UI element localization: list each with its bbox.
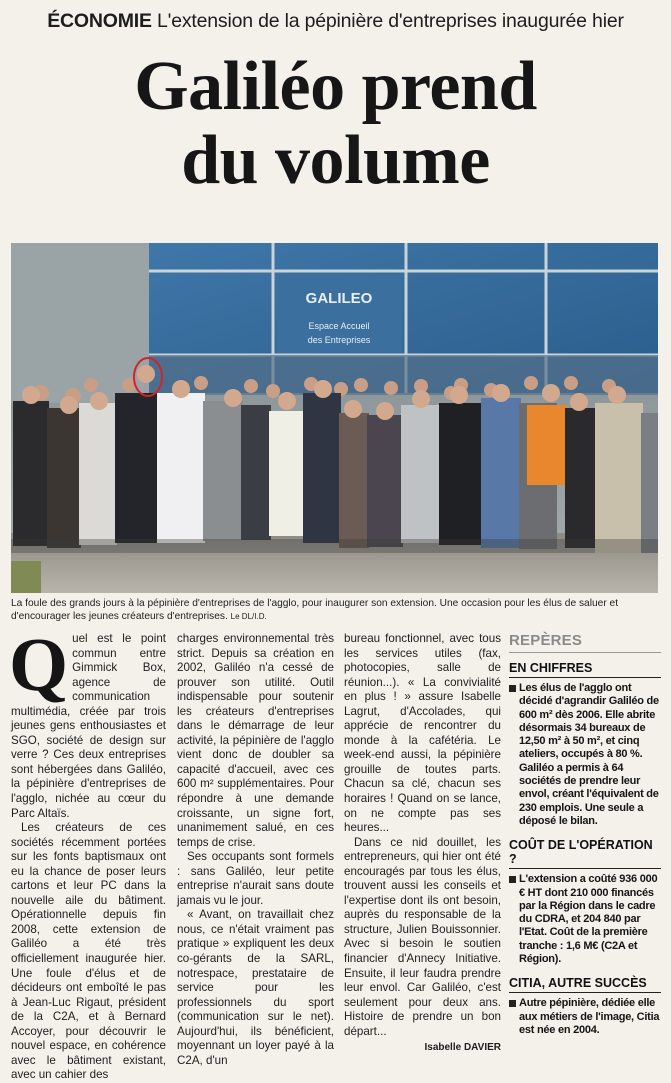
reperes-sidebar <box>509 632 661 1047</box>
headline-line-1: Galiléo prend <box>134 48 537 125</box>
sidebar-text: L'extension a coûté 936 000 € HT dont 210 000 financés par la Région dans le cadre du CDRA, et 204 840 par l'Etat. Coût de la première tranche : 1,6 M€ (C2A et Région). <box>519 873 658 966</box>
paragraph-text: uel est le point commun entre Gimmick Box, agence de communication multimédia, créée par trois jeunes gens enthousiastes et SGO, société de design sur verre ? Ces deux entreprises sont hébergées dans Galiléo, la pépinière d'entreprises de l'agglo, nichée au cœur du Parc Altaïs. <box>11 632 166 820</box>
rubric-label: ÉCONOMIE <box>47 10 152 32</box>
square-bullet-icon <box>509 876 516 883</box>
article-column-3 <box>344 632 501 1056</box>
sidebar-text-chiffres <box>509 682 661 828</box>
article-paragraph: « Avant, on travaillait chez nous, ce n'était vraiment pas pratique » expliquent les deux co-gérants de la SARL, notrespace, prestataire de service pour les professionnels du sport (communication sur le net). Aujourd'hui, ils bénéficient, moyennant un loyer payé à la C2A, d'un <box>177 908 334 1067</box>
square-bullet-icon <box>509 1000 516 1007</box>
sidebar-text: Les élus de l'agglo ont décidé d'agrandir Galiléo de 600 m² dès 2006. Elle abrite désormais 34 bureaux de 12,50 m² à 50 m², et cinq ateliers, occupés à 80 %. Galiléo a permis à 64 sociétés de prendre leur envol, créant l'équivalent de 230 emplois. Une seule a déposé le bilan. <box>519 682 659 827</box>
sidebar-text-cout <box>509 873 661 966</box>
group-photo <box>11 243 658 593</box>
sidebar-text: Autre pépinière, dédiée elle aux métiers de l'image, Citia est née en 2004. <box>519 997 660 1036</box>
article-paragraph: charges environnemental très strict. Depuis sa création en 2002, Galiléo n'a cessé de prouver son utilité. Outil indispensable pour soutenir les créateurs d'entreprises dans le démarrage de leur activité, la pépinière de l'agglo vient donc de doubler sa capacité d'accueil, avec ces 600 m² supplémentaires. Pour répondre à une demande croissante, un signe fort, unanimement salué, en ces temps de crise. <box>177 632 334 849</box>
kicker-text: L'extension de la pépinière d'entreprises inaugurée hier <box>157 10 624 32</box>
photo-credit: Le DL/I.D. <box>230 612 267 621</box>
sidebar-heading-cout: COÛT DE L'OPÉRATION ? <box>509 838 661 869</box>
article-column-1 <box>9 623 166 1083</box>
sign-title: GALILEO <box>305 290 373 307</box>
sign-line-2: des Entreprises <box>307 335 371 345</box>
sign-line-1: Espace Accueil <box>308 321 370 331</box>
article-paragraph: bureau fonctionnel, avec tous les services utiles (fax, photocopies, salle de réunion...). « La convivialité en plus ! » assure Isabelle Lagrut, d'Accolades, qui apprécie de rencontrer du monde à la cafétéria. Le week-end aussi, la pépinière grouille de toutes parts. Chacun sa clé, chacun ses horaires ! Quand on se lance, on ne compte pas ses heures... <box>344 632 501 835</box>
sidebar-heading-chiffres: EN CHIFFRES <box>509 661 661 678</box>
article-column-2 <box>177 632 334 1068</box>
article-paragraph: Les créateurs de ces sociétés récemment portées sur les fonts baptismaux ont eu la chance de poser leurs cartons et leur PC dans la nouvelle aile du bâtiment. Opérationnelle depuis fin 2008, cette extension de Galiléo a été très officiellement inaugurée hier. Une foule d'élus et de décideurs ont emboîté le pas à Jean-Luc Rigaut, président de la C2A, et à Bernard Accoyer, pour découvrir le nouvel espace, en cohérence avec le bâtiment existant, avec un cahier des <box>11 821 166 1082</box>
sidebar-heading-citia: CITIA, AUTRE SUCCÈS <box>509 976 661 993</box>
headline-line-2: du volume <box>181 122 490 199</box>
article-paragraph: Dans ce nid douillet, les entrepreneurs, qui hier ont été encouragés par tous les élus, trouvent aussi les conseils et l'expertise dont ils ont besoin, auprès du responsable de la structure, Julien Bouissonnier. Avec si besoin le soutien financier d'Annecy Initiative. Ensuite, il leur faudra prendre leur envol. Car Galiléo, c'est seulement pour deux ans. Histoire de prendre un bon départ... <box>344 835 501 1038</box>
sidebar-text-citia <box>509 997 661 1037</box>
headline <box>0 50 671 198</box>
photo-caption <box>11 597 661 623</box>
kicker <box>0 10 671 33</box>
sidebar-title: REPÈRES <box>509 632 661 653</box>
article-paragraph <box>9 623 166 821</box>
caption-text: La foule des grands jours à la pépinière d'entreprises de l'agglo, pour inaugurer son extension. Une occasion pour les élus de saluer et d'encourager les jeunes créateurs d'entreprises. <box>11 598 619 622</box>
article-paragraph: Ses occupants sont formels : sans Galiléo, leur petite entreprise n'aurait sans doute jamais vu le jour. <box>177 850 334 907</box>
author-signature: Isabelle DAVIER <box>424 1042 501 1054</box>
square-bullet-icon <box>509 685 516 692</box>
dropcap: Q <box>9 623 69 707</box>
